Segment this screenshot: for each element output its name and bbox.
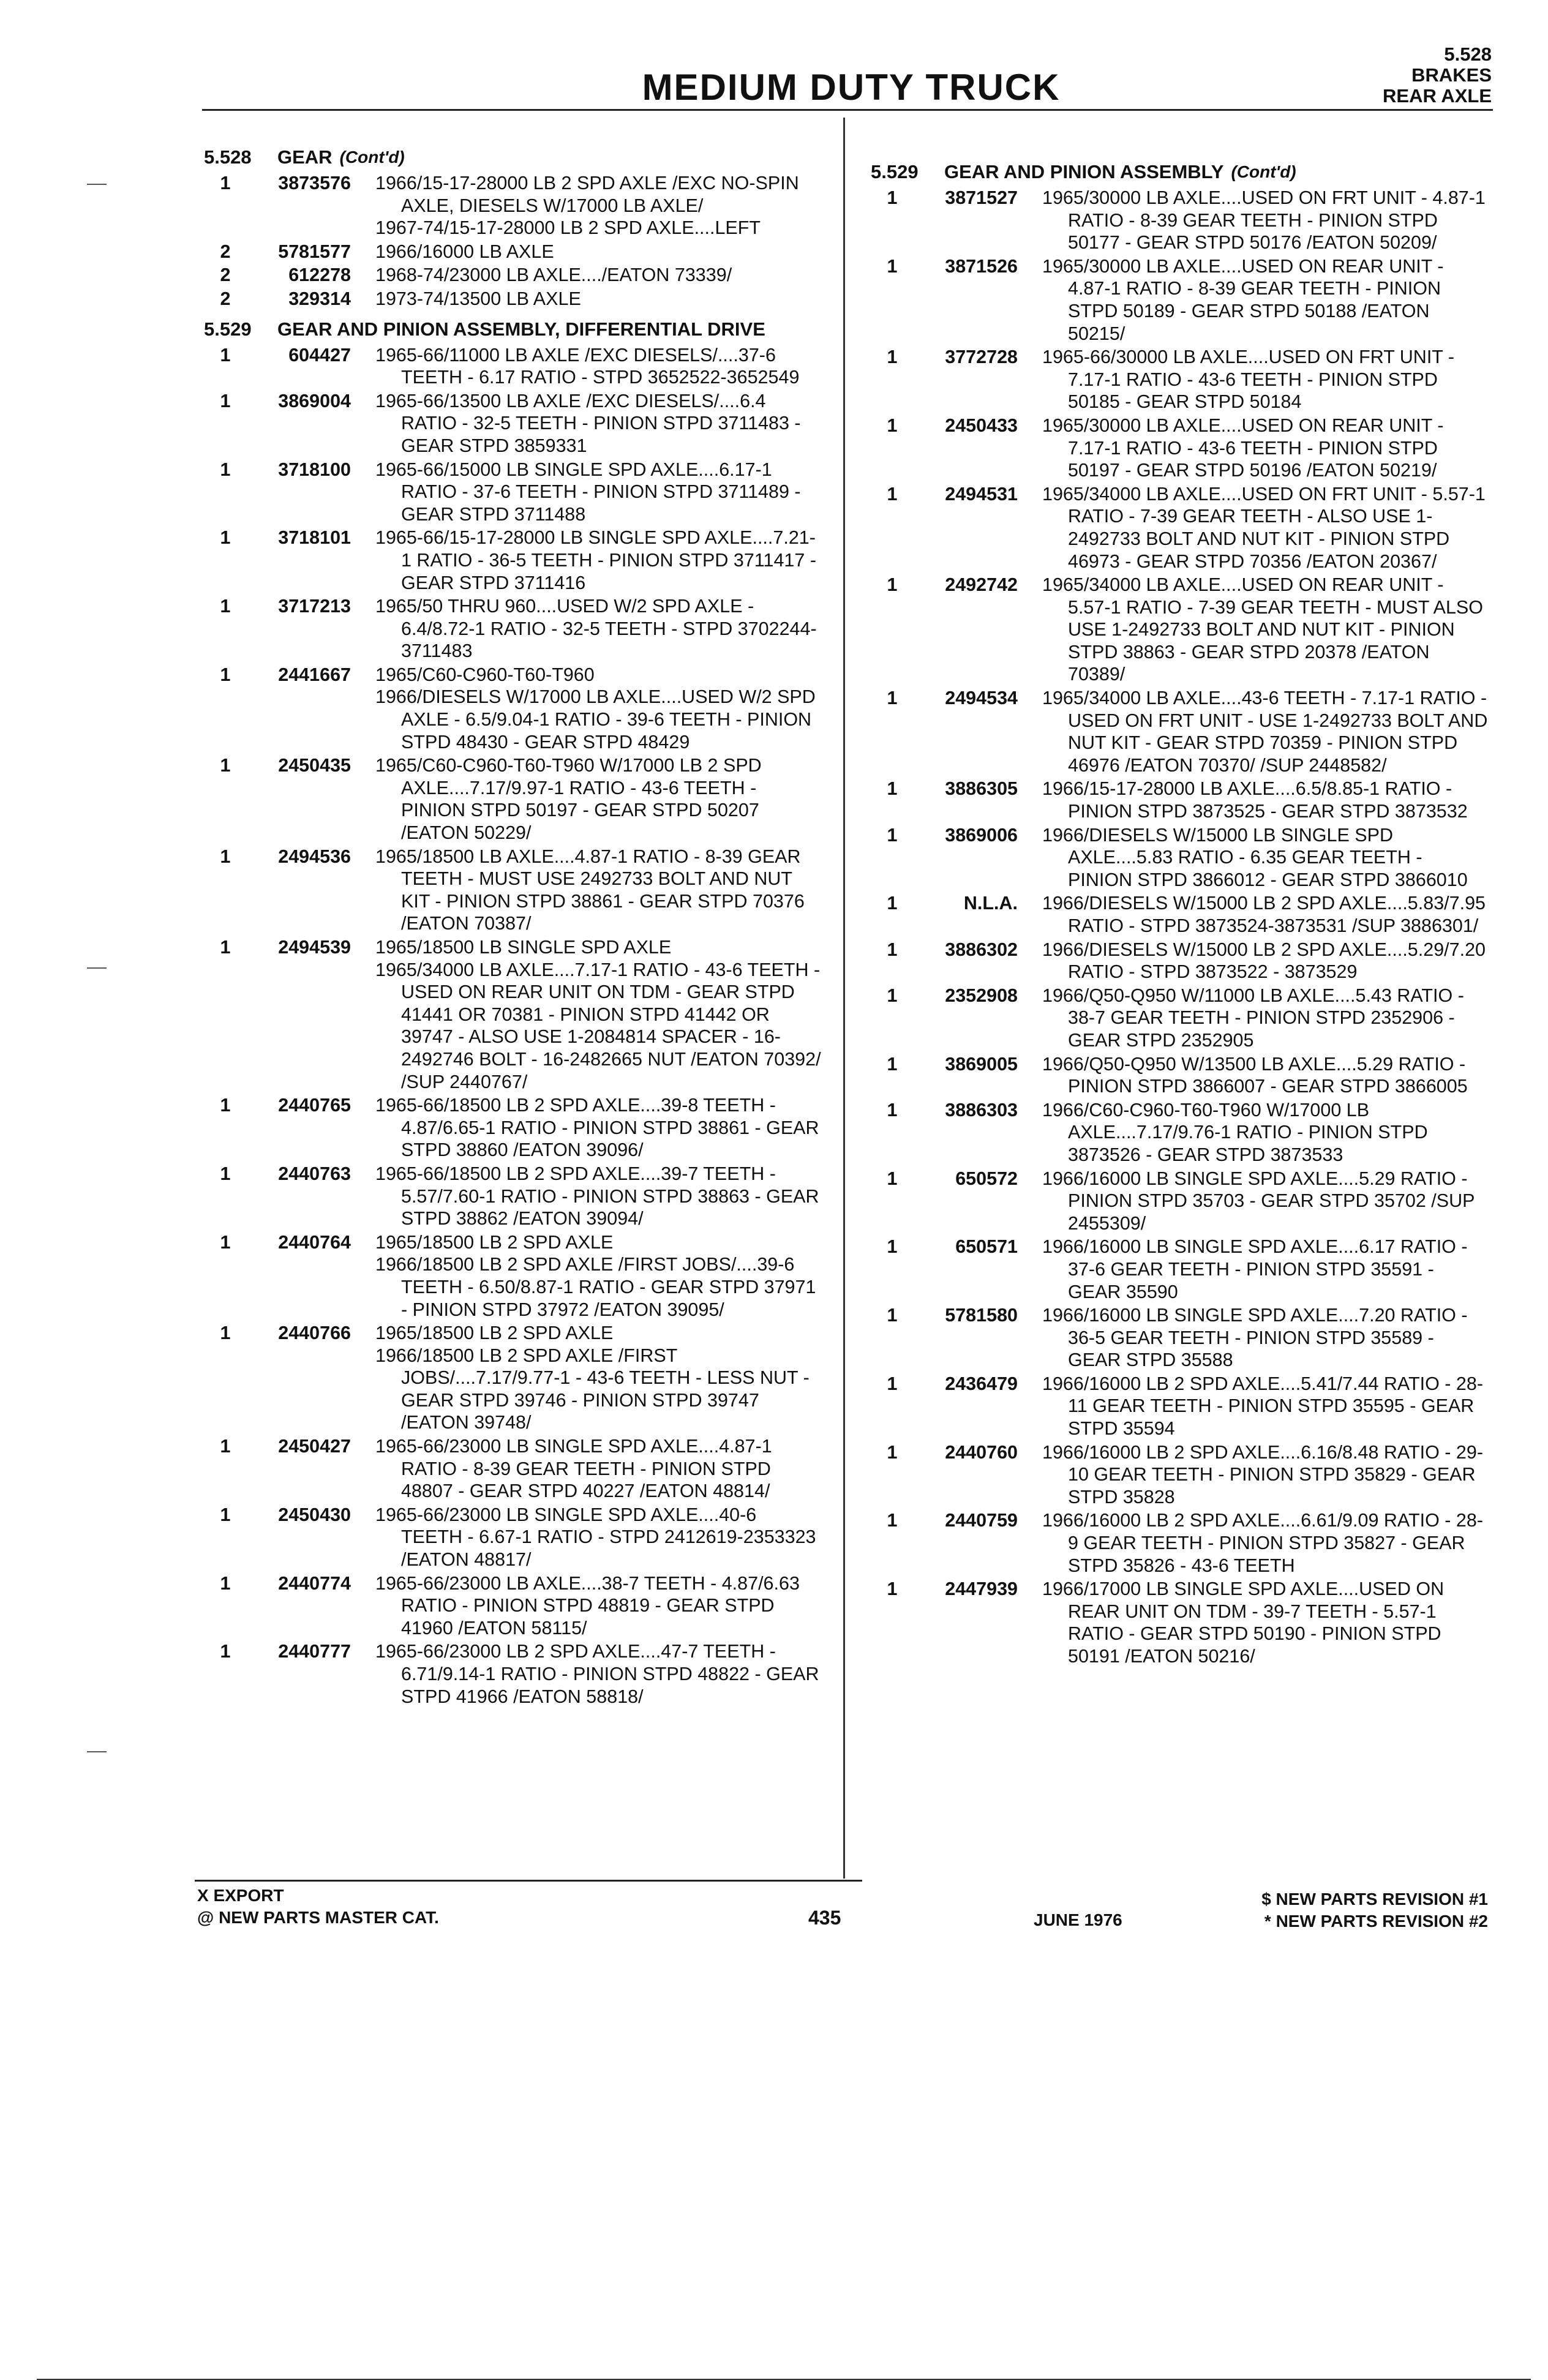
part-number: 604427 — [288, 344, 351, 366]
description-line: 1965/50 THRU 960....USED W/2 SPD AXLE - 6.4/8.72-1 RATIO - 32-5 TEETH - STPD 3702244-3711483 — [375, 596, 817, 662]
part-description — [375, 1640, 822, 1708]
part-entry — [204, 241, 822, 263]
part-number: 2450435 — [278, 755, 351, 776]
part-number: 3886302 — [945, 939, 1018, 960]
part-entry — [204, 595, 822, 663]
part-number: 3718100 — [278, 459, 351, 480]
part-number: 2440766 — [278, 1323, 351, 1344]
part-number: 2450427 — [278, 1436, 351, 1457]
header-category: BRAKES — [1411, 64, 1492, 86]
description-line: 1968-74/23000 LB AXLE..../EATON 73339/ — [375, 265, 732, 286]
section-number: 5.528 — [204, 146, 252, 168]
part-quantity: 1 — [220, 755, 231, 776]
description-line: 1965/C60-C960-T60-T960 — [375, 664, 595, 685]
description-line: 1965/C60-C960-T60-T960 W/17000 LB 2 SPD AXLE....7.17/9.97-1 RATIO - 43-6 TEETH - PINION STPD 50197 - GEAR STPD 50207 /EATON 50229/ — [375, 755, 762, 844]
part-number: 2492742 — [945, 574, 1018, 596]
part-number: 2440764 — [278, 1231, 351, 1253]
part-description — [375, 664, 822, 753]
part-description — [375, 1322, 822, 1434]
part-quantity: 1 — [887, 824, 898, 846]
part-quantity: 1 — [887, 1579, 898, 1600]
description-line: 1965/18500 LB AXLE....4.87-1 RATIO - 8-39 GEAR TEETH - MUST USE 2492733 BOLT AND NUT KIT - PINION STPD 38861 - GEAR STPD 70376 /EATON 70387/ — [375, 846, 805, 934]
description-line: 1966/18500 LB 2 SPD AXLE /FIRST JOBS/....7.17/9.77-1 - 43-6 TEETH - LESS NUT - GEAR STPD 39746 - PINION STPD 39747 /EATON 39748/ — [375, 1345, 810, 1433]
part-description — [1042, 1441, 1489, 1509]
part-description — [1042, 939, 1489, 983]
publication-date: JUNE 1976 — [1034, 1910, 1122, 1929]
header-rule — [202, 109, 1493, 111]
part-description — [1042, 824, 1489, 892]
part-number: 3772728 — [945, 347, 1018, 368]
description-line: 1966/17000 LB SINGLE SPD AXLE....USED ON REAR UNIT ON TDM - 39-7 TEETH - 5.57-1 RATIO - GEAR STPD 50190 - PINION STPD 50191 /EATON 50216/ — [1042, 1579, 1445, 1667]
description-line: 1965/18500 LB 2 SPD AXLE — [375, 1231, 614, 1253]
part-number: 3869005 — [945, 1053, 1018, 1075]
part-quantity: 1 — [887, 415, 898, 436]
part-entry — [871, 255, 1489, 345]
part-entry — [204, 264, 822, 287]
part-description — [375, 241, 822, 263]
description-line: 1965/30000 LB AXLE....USED ON FRT UNIT - 4.87-1 RATIO - 8-39 GEAR TEETH - PINION STPD 50177 - GEAR STPD 50176 /EATON 50209/ — [1042, 187, 1486, 253]
description-line: 1965/18500 LB 2 SPD AXLE — [375, 1323, 614, 1344]
part-number: 2440777 — [278, 1641, 351, 1662]
description-line: 1965/34000 LB AXLE....USED ON FRT UNIT - 5.57-1 RATIO - 7-39 GEAR TEETH - ALSO USE 1-2492733 BOLT AND NUT KIT - PINION STPD 46973 - GEAR STPD 70356 /EATON 20367/ — [1042, 483, 1486, 572]
part-description — [375, 264, 822, 287]
part-number: 2494539 — [278, 937, 351, 958]
part-quantity: 1 — [220, 1095, 231, 1116]
part-number: 3871527 — [945, 187, 1018, 208]
part-quantity: 1 — [887, 893, 898, 914]
part-number: 5781580 — [945, 1305, 1018, 1326]
description-line: 1966/16000 LB SINGLE SPD AXLE....5.29 RATIO - PINION STPD 35703 - GEAR STPD 35702 /SUP 2455309/ — [1042, 1168, 1475, 1234]
section-title: GEAR — [277, 146, 333, 168]
part-entry — [204, 1435, 822, 1503]
part-quantity: 2 — [220, 241, 231, 262]
part-entry — [204, 1322, 822, 1434]
description-line: 1966/18500 LB 2 SPD AXLE /FIRST JOBS/....39-6 TEETH - 6.50/8.87-1 RATIO - GEAR STPD 37971 - PINION STPD 37972 /EATON 39095/ — [375, 1254, 816, 1320]
part-description — [375, 1504, 822, 1571]
part-number: 3869006 — [945, 824, 1018, 846]
description-line: 1973-74/13500 LB AXLE — [375, 288, 581, 309]
margin-mark — [87, 967, 107, 969]
part-entry — [871, 1304, 1489, 1372]
description-line: 1965-66/30000 LB AXLE....USED ON FRT UNIT - 7.17-1 RATIO - 43-6 TEETH - PINION STPD 50185 - GEAR STPD 50184 — [1042, 347, 1455, 413]
part-description — [1042, 687, 1489, 776]
part-entry — [871, 892, 1489, 937]
part-number: 2494531 — [945, 483, 1018, 505]
part-entry — [871, 1578, 1489, 1667]
description-line: 1966/15-17-28000 LB AXLE....6.5/8.85-1 RATIO - PINION STPD 3873525 - GEAR STPD 3873532 — [1042, 778, 1468, 822]
description-line: 1965-66/11000 LB AXLE /EXC DIESELS/....37-6 TEETH - 6.17 RATIO - STPD 3652522-3652549 — [375, 344, 800, 388]
part-quantity: 1 — [220, 1163, 231, 1184]
part-description — [375, 390, 822, 457]
part-number: 612278 — [288, 265, 351, 286]
part-description — [375, 459, 822, 526]
part-entry — [871, 1053, 1489, 1098]
description-line: 1966/16000 LB SINGLE SPD AXLE....7.20 RATIO - 36-5 GEAR TEETH - PINION STPD 35589 - GEAR STPD 35588 — [1042, 1305, 1468, 1371]
part-description — [1042, 778, 1489, 822]
part-number: 5781577 — [278, 241, 351, 262]
part-number: 2440759 — [945, 1510, 1018, 1531]
section-heading — [204, 318, 822, 340]
part-quantity: 1 — [887, 574, 898, 596]
part-quantity: 1 — [220, 344, 231, 366]
part-description — [1042, 1578, 1489, 1667]
description-line: 1965/18500 LB SINGLE SPD AXLE — [375, 937, 672, 958]
part-description — [1042, 483, 1489, 572]
header-subcategory: REAR AXLE — [1383, 85, 1492, 107]
part-number: 3717213 — [278, 596, 351, 617]
description-line: 1965-66/15-17-28000 LB SINGLE SPD AXLE....7.21-1 RATIO - 36-5 TEETH - PINION STPD 3711417 - GEAR STPD 3711416 — [375, 527, 816, 593]
margin-mark — [87, 1751, 107, 1752]
part-number: 3718101 — [278, 527, 351, 549]
part-number: N.L.A. — [963, 893, 1018, 914]
description-line: 1965/30000 LB AXLE....USED ON REAR UNIT - 7.17-1 RATIO - 43-6 TEETH - PINION STPD 50197 - GEAR STPD 50196 /EATON 50219/ — [1042, 415, 1444, 481]
part-description — [375, 1094, 822, 1162]
part-description — [1042, 985, 1489, 1052]
part-description — [375, 172, 822, 239]
parts-list — [871, 187, 1489, 1668]
part-entry — [204, 172, 822, 239]
part-description — [1042, 346, 1489, 413]
part-entry — [204, 1640, 822, 1708]
margin-mark — [87, 184, 107, 185]
description-line: 1965-66/18500 LB 2 SPD AXLE....39-7 TEETH - 5.57/7.60-1 RATIO - PINION STPD 38863 - GEAR STPD 38862 /EATON 39094/ — [375, 1163, 819, 1229]
part-quantity: 1 — [887, 1441, 898, 1463]
description-line: 1965-66/23000 LB SINGLE SPD AXLE....4.87-1 RATIO - 8-39 GEAR TEETH - PINION STPD 48807 - GEAR STPD 40227 /EATON 48814/ — [375, 1436, 772, 1502]
part-number: 2450433 — [945, 415, 1018, 436]
description-line: 1966/DIESELS W/15000 LB SINGLE SPD AXLE....5.83 RATIO - 6.35 GEAR TEETH - PINION STPD 3866012 - GEAR STPD 3866010 — [1042, 824, 1468, 890]
part-quantity: 1 — [887, 1373, 898, 1394]
description-line: 1966/16000 LB SINGLE SPD AXLE....6.17 RATIO - 37-6 GEAR TEETH - PINION STPD 35591 - GEAR 35590 — [1042, 1236, 1468, 1302]
part-quantity: 1 — [887, 1510, 898, 1531]
part-quantity: 1 — [220, 527, 231, 549]
part-quantity: 1 — [887, 688, 898, 709]
part-description — [1042, 415, 1489, 482]
export-note: X EXPORT — [197, 1886, 284, 1905]
part-description — [1042, 187, 1489, 254]
part-entry — [204, 1504, 822, 1571]
part-number: 2441667 — [278, 664, 351, 685]
part-entry — [204, 1231, 822, 1321]
part-quantity: 1 — [887, 985, 898, 1006]
part-number: 2440760 — [945, 1441, 1018, 1463]
part-entry — [204, 288, 822, 310]
description-line: 1966/Q50-Q950 W/11000 LB AXLE....5.43 RATIO - 38-7 GEAR TEETH - PINION STPD 2352906 - GEAR STPD 2352905 — [1042, 985, 1464, 1051]
part-entry — [204, 936, 822, 1093]
part-quantity: 1 — [887, 1168, 898, 1189]
part-quantity: 1 — [220, 1572, 231, 1594]
part-entry — [871, 483, 1489, 572]
part-description — [1042, 892, 1489, 937]
part-entry — [871, 574, 1489, 686]
part-quantity: 1 — [887, 1236, 898, 1258]
part-quantity: 1 — [887, 1099, 898, 1121]
part-description — [1042, 1053, 1489, 1098]
revision-note-2: * NEW PARTS REVISION #2 — [1264, 1912, 1488, 1931]
description-line: 1966/15-17-28000 LB 2 SPD AXLE /EXC NO-SPIN AXLE, DIESELS W/17000 LB AXLE/ — [375, 173, 799, 216]
header-section-info — [1383, 44, 1492, 107]
part-description — [375, 344, 822, 389]
part-entry — [204, 344, 822, 389]
part-quantity: 1 — [220, 1641, 231, 1662]
description-line: 1966/16000 LB 2 SPD AXLE....6.61/9.09 RATIO - 28-9 GEAR TEETH - PINION STPD 35827 - GEAR STPD 35826 - 43-6 TEETH — [1042, 1510, 1484, 1576]
part-quantity: 1 — [220, 596, 231, 617]
part-number: 2352908 — [945, 985, 1018, 1006]
part-number: 2440765 — [278, 1095, 351, 1116]
part-number: 2450430 — [278, 1504, 351, 1525]
description-line: 1966/16000 LB 2 SPD AXLE....5.41/7.44 RATIO - 28-11 GEAR TEETH - PINION STPD 35595 - GEAR STPD 35594 — [1042, 1373, 1484, 1440]
part-quantity: 1 — [220, 846, 231, 867]
part-entry — [871, 187, 1489, 254]
part-quantity: 1 — [887, 483, 898, 505]
part-description — [375, 595, 822, 663]
part-entry — [204, 390, 822, 457]
part-description — [1042, 1236, 1489, 1303]
part-quantity: 1 — [887, 347, 898, 368]
left-column — [204, 146, 822, 1709]
part-description — [1042, 1099, 1489, 1166]
part-number: 2494534 — [945, 688, 1018, 709]
part-quantity: 2 — [220, 265, 231, 286]
part-entry — [871, 1099, 1489, 1166]
description-line: 1965/30000 LB AXLE....USED ON REAR UNIT - 4.87-1 RATIO - 8-39 GEAR TEETH - PINION STPD 50189 - GEAR STPD 50188 /EATON 50215/ — [1042, 255, 1444, 344]
description-line: 1966/DIESELS W/17000 LB AXLE....USED W/2 SPD AXLE - 6.5/9.04-1 RATIO - 39-6 TEETH - PINION STPD 48430 - GEAR STPD 48429 — [375, 686, 816, 753]
column-divider — [843, 118, 845, 1879]
part-entry — [871, 778, 1489, 822]
part-quantity: 1 — [887, 187, 898, 208]
part-description — [375, 1163, 822, 1230]
description-line: 1965-66/13500 LB AXLE /EXC DIESELS/....6.4 RATIO - 32-5 TEETH - PINION STPD 3711483 - GEAR STPD 3859331 — [375, 390, 801, 456]
description-line: 1967-74/15-17-28000 LB 2 SPD AXLE....LEFT — [375, 217, 761, 239]
part-entry — [871, 1373, 1489, 1440]
part-entry — [871, 1168, 1489, 1235]
part-description — [1042, 1509, 1489, 1577]
part-number: 650572 — [955, 1168, 1018, 1189]
part-quantity: 1 — [220, 1231, 231, 1253]
part-entry — [871, 1236, 1489, 1303]
part-quantity: 1 — [887, 1305, 898, 1326]
part-entry — [204, 664, 822, 753]
part-quantity: 1 — [220, 173, 231, 193]
part-description — [375, 527, 822, 594]
part-entry — [204, 754, 822, 844]
part-description — [375, 846, 822, 935]
part-entry — [204, 1094, 822, 1162]
right-column — [871, 160, 1489, 1669]
description-line: 1965/34000 LB AXLE....7.17-1 RATIO - 43-6 TEETH - USED ON REAR UNIT ON TDM - GEAR STPD 41441 OR 70381 - PINION STPD 41442 OR 39747 - ALSO USE 1-2084814 SPACER - 16-2492746 BOLT - 16-2482665 NUT /EATON 70392/ /SUP 2440767/ — [375, 959, 821, 1092]
section-title: GEAR AND PINION ASSEMBLY — [944, 161, 1224, 182]
section-heading — [871, 160, 1489, 183]
section-title: GEAR AND PINION ASSEMBLY, DIFFERENTIAL DRIVE — [277, 318, 765, 340]
part-quantity: 1 — [887, 255, 898, 277]
part-entry — [871, 985, 1489, 1052]
description-line: 1966/16000 LB 2 SPD AXLE....6.16/8.48 RATIO - 29-10 GEAR TEETH - PINION STPD 35829 - GEAR STPD 35828 — [1042, 1441, 1484, 1507]
part-description — [1042, 255, 1489, 345]
master-catalog-note: @ NEW PARTS MASTER CAT. — [197, 1908, 439, 1927]
part-entry — [871, 824, 1489, 892]
part-number: 329314 — [288, 288, 351, 309]
revision-note-1: $ NEW PARTS REVISION #1 — [1261, 1890, 1488, 1909]
part-quantity: 1 — [220, 664, 231, 685]
part-entry — [204, 846, 822, 935]
part-quantity: 1 — [887, 778, 898, 800]
part-number: 3869004 — [278, 390, 351, 411]
part-quantity: 1 — [220, 1436, 231, 1457]
description-line: 1966/Q50-Q950 W/13500 LB AXLE....5.29 RATIO - PINION STPD 3866007 - GEAR STPD 3866005 — [1042, 1053, 1468, 1097]
part-description — [375, 288, 822, 310]
description-line: 1965-66/18500 LB 2 SPD AXLE....39-8 TEETH - 4.87/6.65-1 RATIO - PINION STPD 38861 - GEAR STPD 38860 /EATON 39096/ — [375, 1095, 819, 1161]
part-entry — [871, 1509, 1489, 1577]
part-quantity: 1 — [220, 1504, 231, 1525]
part-entry — [871, 1441, 1489, 1509]
description-line: 1966/C60-C960-T60-T960 W/17000 LB AXLE....7.17/9.76-1 RATIO - PINION STPD 3873526 - GEAR STPD 3873533 — [1042, 1099, 1428, 1165]
part-number: 3873576 — [278, 173, 351, 193]
section-continued: (Cont'd) — [1231, 162, 1296, 181]
parts-list — [204, 344, 822, 1708]
header-section-number: 5.528 — [1444, 43, 1492, 65]
part-quantity: 1 — [887, 1053, 898, 1075]
part-entry — [871, 939, 1489, 983]
part-number: 2436479 — [945, 1373, 1018, 1394]
description-line: 1966/DIESELS W/15000 LB 2 SPD AXLE....5.83/7.95 RATIO - STPD 3873524-3873531 /SUP 3886301/ — [1042, 893, 1486, 936]
description-line: 1965/34000 LB AXLE....USED ON REAR UNIT - 5.57-1 RATIO - 7-39 GEAR TEETH - MUST ALSO USE 1-2492733 BOLT AND NUT KIT - PINION STPD 38863 - GEAR STPD 20378 /EATON 70389/ — [1042, 574, 1483, 685]
part-number: 3871526 — [945, 255, 1018, 277]
description-line: 1965-66/23000 LB AXLE....38-7 TEETH - 4.87/6.63 RATIO - PINION STPD 48819 - GEAR STPD 41960 /EATON 58115/ — [375, 1572, 800, 1639]
section-number: 5.529 — [871, 161, 919, 182]
part-number: 3886303 — [945, 1099, 1018, 1121]
description-line: 1965-66/15000 LB SINGLE SPD AXLE....6.17-1 RATIO - 37-6 TEETH - PINION STPD 3711489 - GEAR STPD 3711488 — [375, 459, 801, 525]
description-line: 1965/34000 LB AXLE....43-6 TEETH - 7.17-1 RATIO - USED ON FRT UNIT - USE 1-2492733 BOLT AND NUT KIT - GEAR STPD 70359 - PINION STPD 46976 /EATON 70370/ /SUP 2448582/ — [1042, 688, 1488, 776]
description-line: 1965-66/23000 LB SINGLE SPD AXLE....40-6 TEETH - 6.67-1 RATIO - STPD 2412619-2353323 /EATON 48817/ — [375, 1504, 816, 1571]
section-number: 5.529 — [204, 318, 252, 340]
part-entry — [204, 459, 822, 526]
page-title: MEDIUM DUTY TRUCK — [642, 67, 1061, 108]
part-description — [375, 1435, 822, 1503]
part-description — [375, 1572, 822, 1640]
part-number: 2447939 — [945, 1579, 1018, 1600]
description-line: 1965-66/23000 LB 2 SPD AXLE....47-7 TEETH - 6.71/9.14-1 RATIO - PINION STPD 48822 - GEAR STPD 41966 /EATON 58818/ — [375, 1641, 819, 1707]
description-line: 1966/16000 LB AXLE — [375, 241, 554, 262]
part-number: 650571 — [955, 1236, 1018, 1258]
part-description — [1042, 1373, 1489, 1440]
part-number: 2494536 — [278, 846, 351, 867]
part-quantity: 1 — [220, 459, 231, 480]
part-entry — [871, 415, 1489, 482]
part-number: 3886305 — [945, 778, 1018, 800]
part-entry — [204, 1163, 822, 1230]
part-number: 2440763 — [278, 1163, 351, 1184]
part-description — [375, 754, 822, 844]
section-continued: (Cont'd) — [339, 148, 405, 167]
footer-legend-left — [197, 1885, 439, 1929]
part-entry — [204, 527, 822, 594]
footer-legend-right — [1261, 1888, 1488, 1932]
part-entry — [871, 346, 1489, 413]
part-description — [375, 936, 822, 1093]
part-number: 2440774 — [278, 1572, 351, 1594]
description-line: 1966/DIESELS W/15000 LB 2 SPD AXLE....5.29/7.20 RATIO - STPD 3873522 - 3873529 — [1042, 939, 1486, 983]
part-entry — [871, 687, 1489, 776]
part-quantity: 1 — [887, 939, 898, 960]
footer-rule — [195, 1880, 862, 1882]
part-quantity: 2 — [220, 288, 231, 309]
page-number: 435 — [808, 1907, 841, 1929]
part-entry — [204, 1572, 822, 1640]
section-heading — [204, 146, 822, 168]
part-description — [1042, 574, 1489, 686]
part-quantity: 1 — [220, 390, 231, 411]
part-description — [1042, 1168, 1489, 1235]
part-quantity: 1 — [220, 937, 231, 958]
part-quantity: 1 — [220, 1323, 231, 1344]
part-description — [375, 1231, 822, 1321]
parts-list — [204, 172, 822, 310]
part-description — [1042, 1304, 1489, 1372]
